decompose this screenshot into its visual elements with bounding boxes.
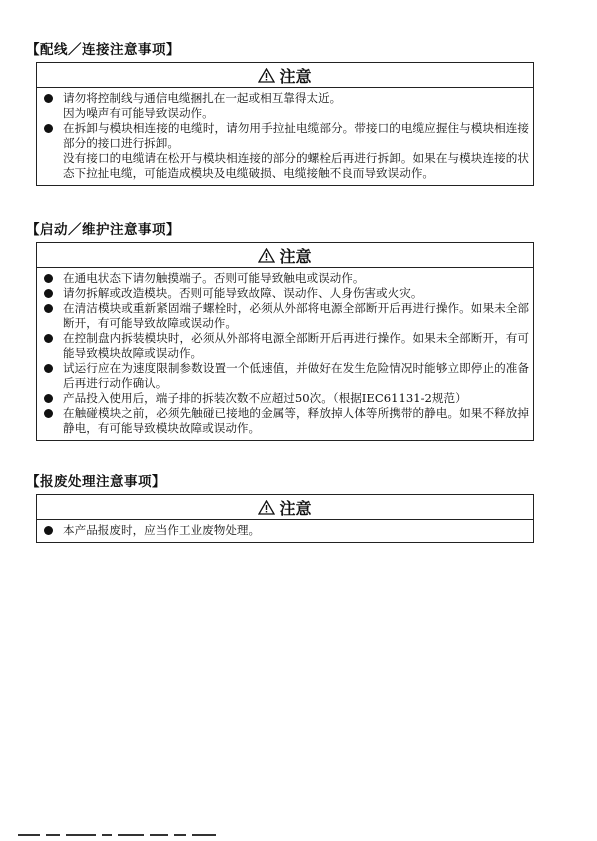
item-text: 产品投入使用后，端子排的拆装次数不应超过50次。（根据IEC61131-2规范） — [63, 391, 467, 405]
item-text: 请勿拆解或改造模块。否则可能导致故障、误动作、人身伤害或火灾。 — [63, 286, 423, 300]
item-text: 试运行应在为速度限制参数设置一个低速值，并做好在发生危险情况时能够立即停止的准备后再进行动作确认。 — [63, 361, 529, 390]
item-text: 在控制盘内拆装模块时，必须从外部将电源全部断开后再进行操作。如果未全部断开，有可能导致模块故障或误动作。 — [63, 331, 529, 360]
bullet-icon — [44, 364, 53, 373]
section-heading-startup-maintenance: 【启动／维护注意事项】 — [26, 222, 180, 238]
list-item — [41, 361, 529, 391]
item-text: 在触碰模块之前，必须先触碰已接地的金属等，释放掉人体等所携带的静电。如果不释放掉静电，有可能导致模块故障或误动作。 — [63, 406, 529, 435]
bullet-icon — [44, 274, 53, 283]
warning-triangle-icon — [258, 248, 275, 263]
list-item — [41, 391, 529, 406]
caution-header — [37, 495, 533, 520]
scan-edge-marks — [18, 834, 578, 838]
bullet-icon — [44, 409, 53, 418]
item-text: 本产品报废时，应当作工业废物处理。 — [63, 523, 261, 537]
caution-title: 注意 — [279, 246, 312, 266]
caution-header — [37, 243, 533, 268]
item-text: 没有接口的电缆请在松开与模块相连接的部分的螺栓后再进行拆卸。如果在与模块连接的状态下拉扯电缆，可能造成模块及电缆破损、电缆接触不良而导致误动作。 — [63, 151, 529, 180]
bullet-icon — [44, 526, 53, 535]
caution-box-wiring — [36, 62, 534, 186]
item-text: 在清洁模块或重新紧固端子螺栓时，必须从外部将电源全部断开后再进行操作。如果未全部断开，有可能导致故障或误动作。 — [63, 301, 529, 330]
item-text: 因为噪声有可能导致误动作。 — [63, 106, 214, 120]
list-item — [41, 271, 529, 286]
section-heading-wiring: 【配线／连接注意事项】 — [26, 42, 180, 58]
bullet-icon — [44, 124, 53, 133]
caution-box-startup-maintenance — [36, 242, 534, 441]
list-item — [41, 331, 529, 361]
section-heading-disposal: 【报废处理注意事项】 — [26, 474, 166, 490]
caution-header — [37, 63, 533, 88]
list-item — [41, 91, 529, 121]
bullet-icon — [44, 394, 53, 403]
list-item — [41, 523, 529, 538]
item-text: 请勿将控制线与通信电缆捆扎在一起或相互靠得太近。 — [63, 91, 342, 105]
list-item — [41, 121, 529, 181]
bullet-icon — [44, 304, 53, 313]
bullet-icon — [44, 289, 53, 298]
bullet-icon — [44, 334, 53, 343]
caution-title: 注意 — [279, 498, 312, 518]
caution-title: 注意 — [279, 66, 312, 86]
item-text: 在拆卸与模块相连接的电缆时，请勿用手拉扯电缆部分。带接口的电缆应握住与模块相连接部分的接口进行拆卸。 — [63, 121, 529, 150]
caution-box-disposal — [36, 494, 534, 543]
list-item — [41, 301, 529, 331]
list-item — [41, 286, 529, 301]
bullet-icon — [44, 94, 53, 103]
item-text: 在通电状态下请勿触摸端子。否则可能导致触电或误动作。 — [63, 271, 365, 285]
list-item — [41, 406, 529, 436]
warning-triangle-icon — [258, 500, 275, 515]
warning-triangle-icon — [258, 68, 275, 83]
